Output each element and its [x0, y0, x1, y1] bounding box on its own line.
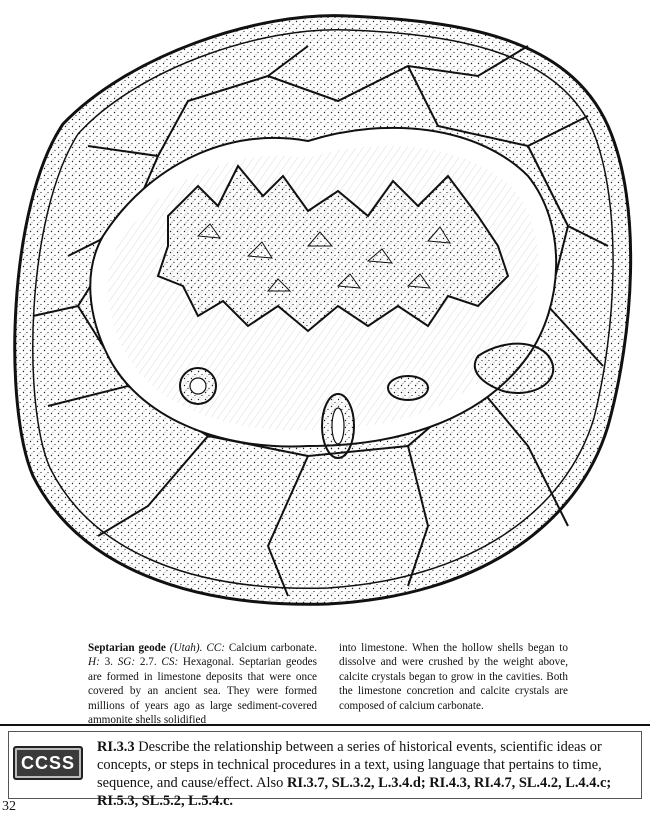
standard-code: RI.3.3: [97, 739, 135, 755]
caption-body-left: Septarian geodes are formed in limestone deposits that were once covered by an ancient sea. They were formed millions of years ago as large sediment-covered ammonite shells solidified: [88, 656, 317, 727]
specimen-caption: [88, 641, 568, 727]
sg-label: SG:: [117, 656, 136, 669]
caption-body-right: into limestone. When the hollow shells began to dissolve and were crushed by the weight above, calcite crystals began to grow in the cavities. Both the limestone concretion and calcite crystals are composed of calcium carbonate.: [339, 642, 568, 712]
divider-line: [0, 724, 650, 726]
ccss-standards-box: [8, 731, 642, 809]
h-label: H:: [88, 656, 100, 669]
specimen-name: Septarian geode: [88, 642, 166, 654]
specimen-location: (Utah).: [169, 642, 203, 654]
caption-right-column: [339, 641, 568, 721]
nodule: [388, 376, 428, 400]
sg-value: 2.7.: [139, 656, 157, 669]
cc-value: Calcium carbonate.: [228, 642, 318, 654]
cs-label: CS:: [161, 656, 179, 669]
ccss-logo: CCSS: [13, 746, 83, 780]
caption-left-column: [88, 641, 318, 727]
cc-label: CC:: [206, 642, 225, 654]
related-standards: RI.3.7, SL.3.2, L.3.4.d; RI.4.3, RI.4.7, SL.4.2, L.4.4.c; RI.5.3, SL.5.2, L.5.4.c.: [97, 775, 612, 809]
h-value: 3.: [104, 656, 113, 669]
standard-description: Describe the relationship between a series of historical events, scientific ideas or concepts, or steps in technical procedures in a text, using language that pertains to time, sequence, and cause/effect. Also: [97, 739, 602, 791]
page-number: 32: [2, 799, 16, 814]
ccss-standard-text: [97, 738, 633, 810]
septarian-geode-illustration: [8, 6, 644, 618]
cs-value: Hexagonal.: [182, 656, 235, 669]
